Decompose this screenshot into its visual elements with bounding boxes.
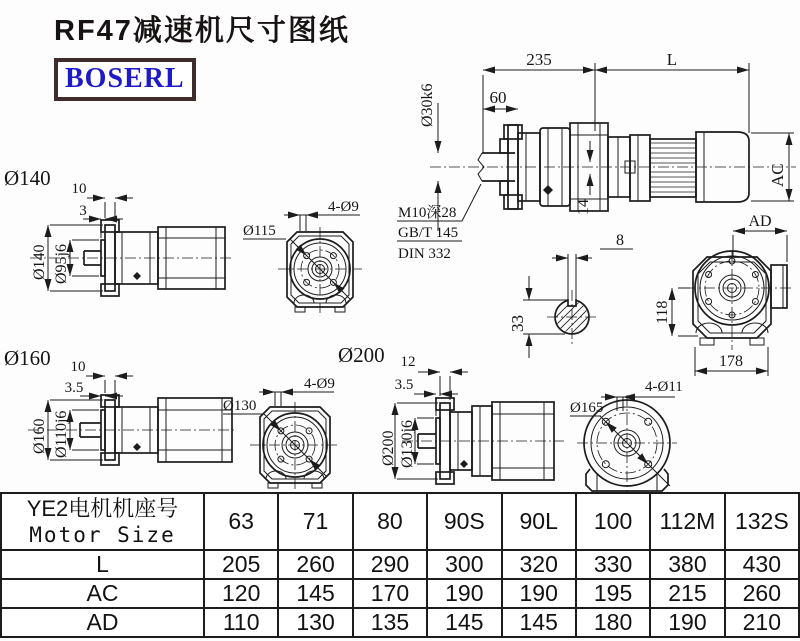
dim-12-label: 12 [400, 354, 416, 370]
motor-flange-front-view-drawing [565, 355, 795, 498]
dim-10-label: 10 [70, 359, 86, 375]
table-cell: 190 [650, 608, 724, 637]
motor-cooling-fins [650, 143, 696, 192]
table-row-AD [1, 608, 799, 637]
flange-140-series-label: Ø140 [4, 166, 51, 190]
size-column-header: 112M [650, 493, 724, 550]
flange-160-series-label: Ø160 [4, 346, 51, 370]
size-column-header: 90S [427, 493, 501, 550]
table-cell: 190 [502, 579, 576, 608]
dim-178-label: 178 [719, 353, 743, 370]
flange-200-side-view-drawing [380, 350, 568, 498]
note-din-standard: DIN 332 [398, 246, 451, 262]
dim-holes-label: 4-Ø9 [328, 199, 359, 215]
size-column-header: 71 [278, 493, 352, 550]
table-cell: 320 [502, 550, 576, 579]
table-cell: 430 [725, 550, 799, 579]
table-cell: 260 [725, 579, 799, 608]
dim-holes-label: 4-Ø9 [304, 376, 335, 392]
table-cell: 135 [353, 608, 427, 637]
table-cell: 330 [576, 550, 650, 579]
dim-flange-dia-label: Ø140 [31, 244, 48, 280]
flange-115-front-view-drawing [240, 195, 395, 355]
dim-bolt-circle-label: Ø130 [223, 398, 257, 414]
table-cell: 260 [278, 550, 352, 579]
dim-spigot-dia-label: Ø130j6 [399, 420, 416, 468]
dim-shaft-dia-label: Ø30k6 [419, 83, 436, 127]
table-cell: 145 [502, 608, 576, 637]
dim-spigot-dia-label: Ø110j6 [53, 410, 70, 458]
size-column-header: 100 [576, 493, 650, 550]
dim-118-label: 118 [654, 300, 671, 324]
dim-holes-label: 4-Ø11 [645, 379, 683, 395]
table-cell: 190 [427, 579, 501, 608]
size-column-header: 63 [204, 493, 278, 550]
motor-size-header-cell [1, 493, 204, 550]
row-label: L [1, 550, 204, 579]
dim-14-label: 14 [575, 199, 592, 215]
page-title: RF47减速机尺寸图纸 [54, 15, 350, 47]
dim-ad-label: AD [748, 213, 772, 230]
flange-200-series-label: Ø200 [338, 343, 385, 367]
table-cell: 380 [650, 550, 724, 579]
table-row-AC [1, 579, 799, 608]
table-cell: 215 [650, 579, 724, 608]
row-label: AD [1, 608, 204, 637]
table-cell: 170 [353, 579, 427, 608]
table-cell: 195 [576, 579, 650, 608]
dim-bolt-circle-label: Ø165 [570, 400, 604, 416]
table-cell: 210 [725, 608, 799, 637]
motor-size-header-en: Motor Size [29, 522, 176, 547]
dim-key-height-label: 33 [508, 315, 527, 332]
table-cell: 300 [427, 550, 501, 579]
row-label: AC [1, 579, 204, 608]
note-gb-standard: GB/T 145 [398, 225, 459, 241]
gearbox-motor-outline [430, 123, 796, 211]
table-cell: 110 [204, 608, 278, 637]
table-cell: 290 [353, 550, 427, 579]
flange-130-front-view-drawing [200, 340, 400, 498]
dim-flange-dia-label: Ø200 [380, 430, 397, 466]
note-tap-hole: M10深28 [398, 205, 457, 221]
flange-200-outline [402, 398, 564, 484]
dim-l-label: L [666, 50, 678, 69]
dim-flange-dia-label: Ø160 [31, 418, 48, 454]
dim-spigot-dia-label: Ø95j6 [53, 244, 70, 284]
dim-ac-label: AC [768, 163, 787, 187]
size-column-header: 132S [725, 493, 799, 550]
flange-140-side-view-drawing [0, 160, 238, 340]
dim-bolt-circle-label: Ø115 [243, 223, 276, 239]
dim-60-label: 60 [489, 88, 507, 107]
motor-size-header-cn: YE2电机机座号 [26, 495, 179, 521]
size-column-header: 80 [353, 493, 427, 550]
table-cell: 120 [204, 579, 278, 608]
table-cell: 145 [278, 579, 352, 608]
table-cell: 180 [576, 608, 650, 637]
rear-view-outline [685, 250, 792, 350]
dim-3-5-label: 3.5 [394, 377, 414, 393]
table-cell: 205 [204, 550, 278, 579]
dim-10-label: 10 [71, 181, 87, 197]
brand-logo: BOSERL [54, 58, 196, 101]
table-row-L [1, 550, 799, 579]
shaft-key-section-drawing [495, 228, 645, 363]
dim-3-label: 3 [79, 203, 87, 219]
table-cell: 145 [427, 608, 501, 637]
size-column-header: 90L [502, 493, 576, 550]
table-cell: 130 [278, 608, 352, 637]
dim-235-label: 235 [526, 50, 552, 69]
dimension-table [0, 492, 800, 638]
dim-key-width-label: 8 [616, 232, 624, 249]
table-header-row [1, 493, 799, 550]
dim-3-5-label: 3.5 [64, 380, 84, 396]
